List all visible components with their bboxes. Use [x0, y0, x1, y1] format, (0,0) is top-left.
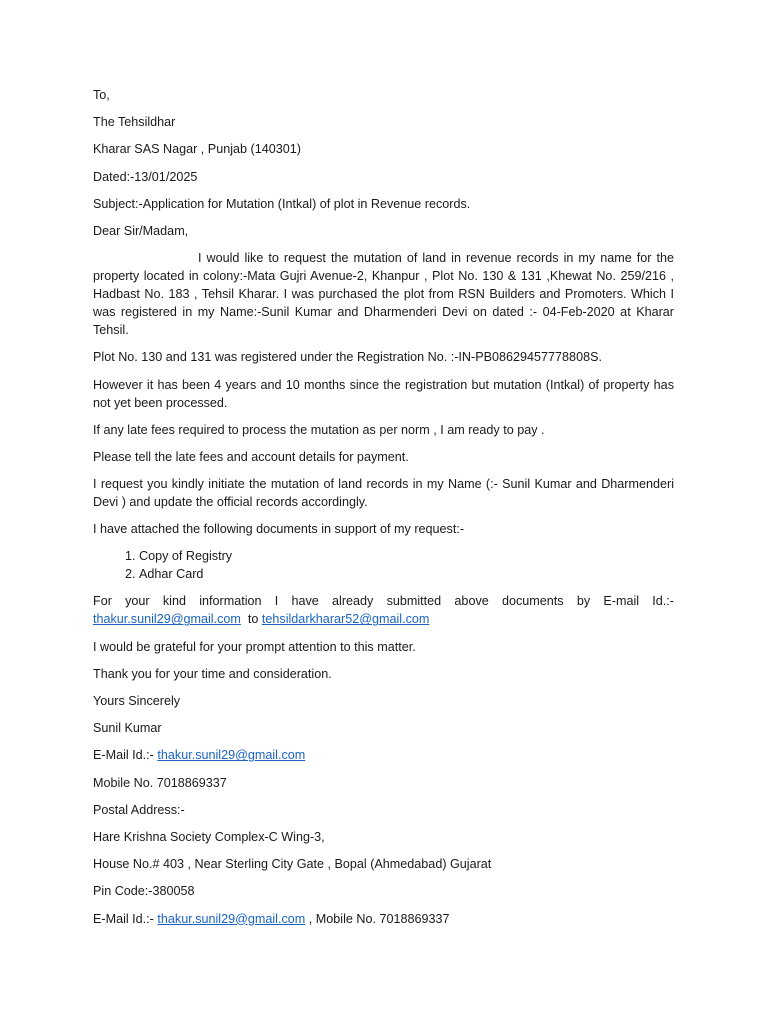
list-item: 2. Adhar Card [139, 565, 674, 583]
location-line: Kharar SAS Nagar , Punjab (140301) [93, 142, 301, 157]
thanks-line: Thank you for your time and consideration. [93, 666, 332, 681]
sender-email-link[interactable]: thakur.sunil29@gmail.com [157, 748, 306, 763]
request-paragraph: I request you kindly initiate the mutation of land records in my Name (:- Sunil Kumar and Dharmenderi Devi ) and update the official records accordingly. [93, 477, 674, 510]
footer-contact-line [93, 910, 674, 928]
postal-label: Postal Address:- [93, 802, 185, 817]
footer-email-link[interactable]: thakur.sunil29@gmail.com [157, 911, 306, 926]
list-item: 1. Copy of Registry [139, 547, 674, 565]
fees-paragraph: If any late fees required to process the mutation as per norm , I am ready to pay . [93, 422, 545, 437]
details-paragraph: Please tell the late fees and account details for payment. [93, 449, 409, 464]
closing-line: Yours Sincerely [93, 694, 181, 708]
mobile-line: Mobile No. 7018869337 [93, 775, 227, 790]
info-paragraph [93, 592, 674, 628]
sender-name: Sunil Kumar [93, 721, 162, 736]
salutation-line: Dear Sir/Madam, [93, 223, 189, 238]
footer-email-label: E-Mail Id.:- [93, 911, 154, 926]
email-from-link[interactable]: thakur.sunil29@gmail.com [93, 612, 241, 627]
registration-paragraph: Plot No. 130 and 131 was registered under the Registration No. :-IN-PB08629457778808S. [93, 350, 602, 365]
grateful-line: I would be grateful for your prompt attention to this matter. [93, 639, 416, 654]
documents-list [93, 547, 674, 583]
to-line: To, [93, 88, 110, 102]
subject-line: Subject:-Application for Mutation (Intkal) of plot in Revenue records. [93, 196, 471, 211]
to-word: to [247, 612, 259, 627]
email-label: E-Mail Id.:- [93, 748, 154, 763]
footer-mobile: , Mobile No. 7018869337 [308, 911, 450, 926]
email-to-link[interactable]: tehsildarkharar52@gmail.com [261, 612, 430, 627]
intro-paragraph: I would like to request the mutation of land in revenue records in my name for the property located in colony:-Mata Gujri Avenue-2, Khanpur , Plot No. 130 & 131 ,Khewat No. 259/216 , Hadbast No. 183 , Tehsil Kharar. I was purchased the plot from RSN Builders and Promoters. Which I was registered in my Name:-Sunil Kumar and Dharmenderi Devi on dated :- 04-Feb-2020 at Kharar Tehsil. [93, 251, 674, 338]
address-line-1: Hare Krishna Society Complex-C Wing-3, [93, 829, 325, 844]
sender-email-line [93, 746, 674, 764]
pin-code-line: Pin Code:-380058 [93, 884, 195, 899]
info-prefix: For your kind information I have already submitted above documents by E-mail Id.:- [93, 594, 674, 609]
attached-paragraph: I have attached the following documents in support of my request:- [93, 522, 465, 537]
date-line: Dated:-13/01/2025 [93, 169, 198, 184]
address-line-2: House No.# 403 , Near Sterling City Gate , Bopal (Ahmedabad) Gujarat [93, 857, 492, 872]
letter-body [93, 86, 674, 937]
recipient-line: The Tehsildhar [93, 115, 176, 130]
delay-paragraph: However it has been 4 years and 10 months since the registration but mutation (Intkal) of property has not yet been processed. [93, 377, 674, 410]
